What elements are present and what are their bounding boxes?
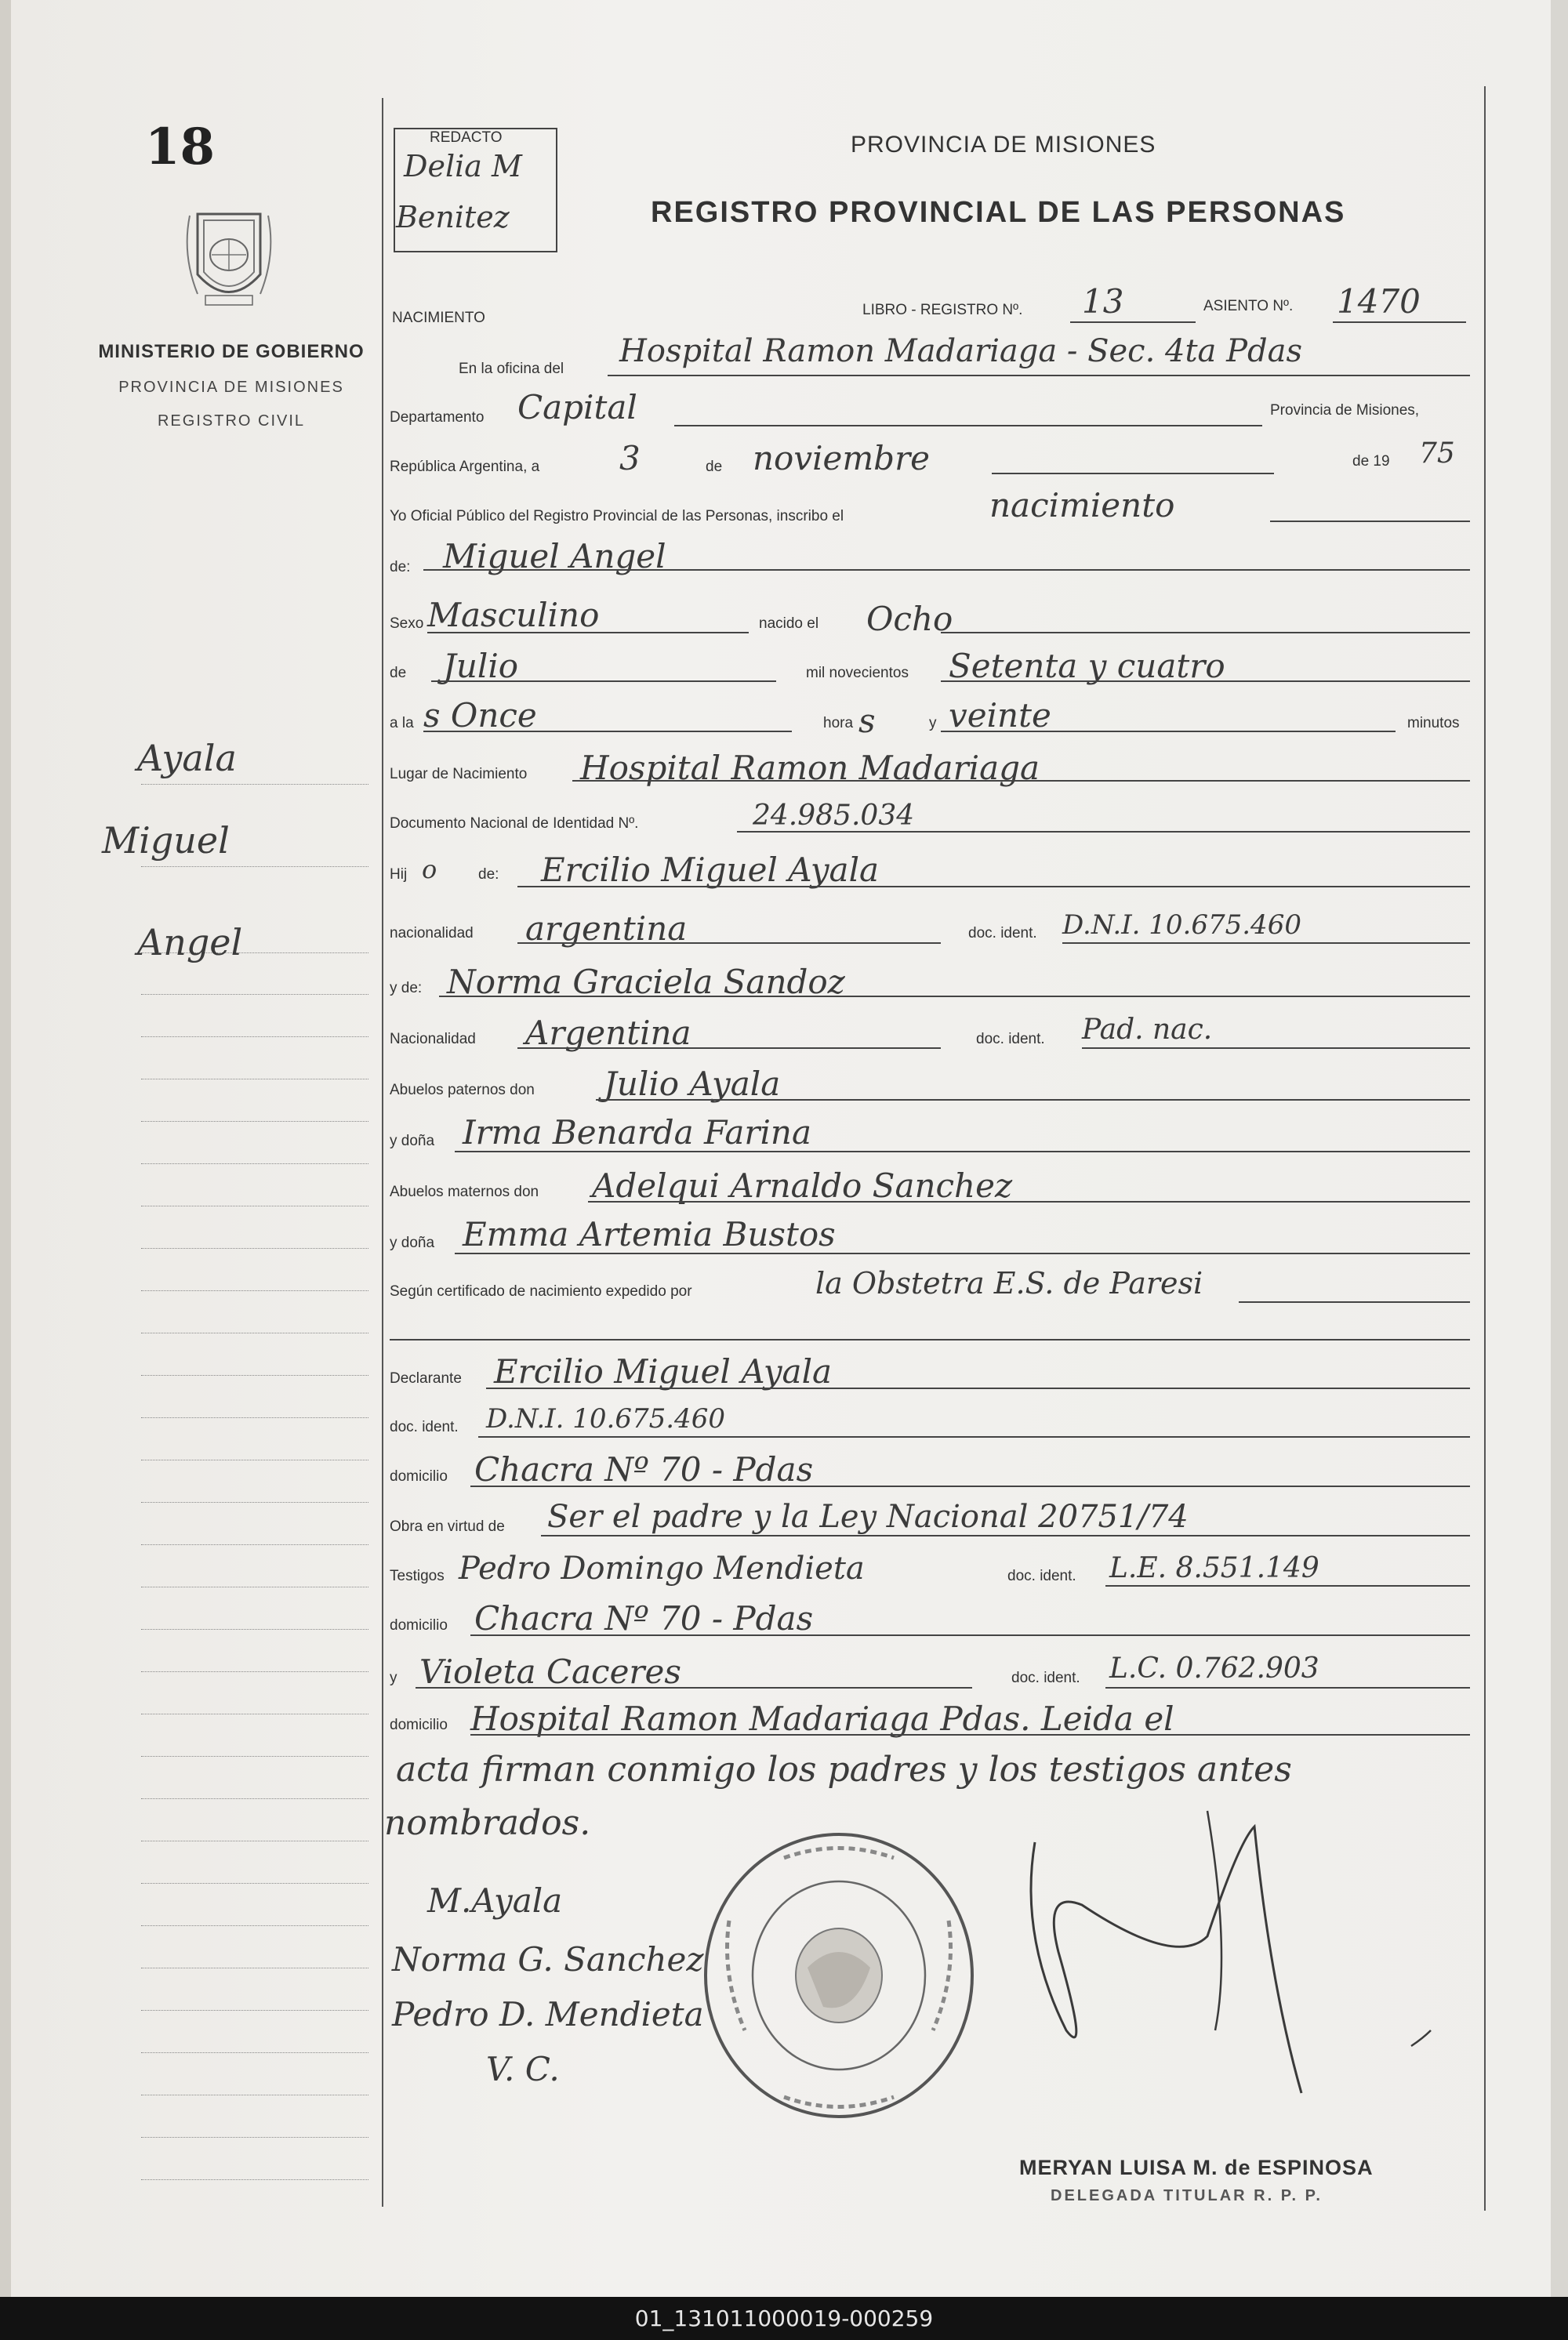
- margin-line: [141, 1671, 368, 1672]
- abuela-mat-underline: [455, 1253, 1470, 1254]
- coat-of-arms-icon: [182, 200, 276, 317]
- nacimiento-label: NACIMIENTO: [392, 310, 485, 326]
- abuela-pat-value: Irma Benarda Farina: [463, 1113, 811, 1152]
- official-name: MERYAN LUISA M. de ESPINOSA: [1019, 2156, 1374, 2179]
- margin-line: [141, 1798, 368, 1799]
- official-signature-icon: [972, 1795, 1458, 2109]
- anio-prefix: de 19: [1352, 453, 1390, 470]
- ministry-province: PROVINCIA DE MISIONES: [118, 379, 344, 396]
- redacto-name-line2: Benitez: [396, 200, 510, 234]
- mil-label: mil novecientos: [806, 665, 909, 681]
- declarante-label: Declarante: [390, 1370, 462, 1387]
- official-seal-icon: [698, 1827, 980, 2124]
- signature-father: M.Ayala: [427, 1881, 563, 1920]
- doc-madre-label: doc. ident.: [976, 1031, 1045, 1047]
- file-id-footer: 01_131011000019-000259: [0, 2297, 1568, 2340]
- mes-nac-label: de: [390, 665, 407, 681]
- doc-decl-label: doc. ident.: [390, 1419, 459, 1435]
- oficina-value: Hospital Ramon Madariaga - Sec. 4ta Pdas: [619, 333, 1302, 369]
- lugar-value: Hospital Ramon Madariaga: [580, 749, 1040, 787]
- departamento-label: Departamento: [390, 409, 485, 426]
- abuelo-pat-label: Abuelos paternos don: [390, 1082, 535, 1098]
- declarante-value: Ercilio Miguel Ayala: [494, 1352, 833, 1391]
- margin-line: [141, 1121, 368, 1122]
- cert-value: la Obstetra E.S. de Paresi: [815, 1266, 1203, 1301]
- departamento-underline: [674, 425, 1262, 426]
- nac-madre-label: Nacionalidad: [390, 1031, 476, 1047]
- doc-t1-value: L.E. 8.551.149: [1109, 1552, 1319, 1584]
- margin-line: [141, 1036, 368, 1037]
- registry-title: REGISTRO PROVINCIAL DE LAS PERSONAS: [651, 196, 1346, 229]
- domicilio-t2-value: Hospital Ramon Madariaga Pdas. Leida el: [470, 1700, 1174, 1738]
- asiento-underline: [1333, 321, 1466, 323]
- horas-suffix: s: [858, 702, 876, 740]
- doc-t2-value: L.C. 0.762.903: [1109, 1653, 1319, 1685]
- minutos-underline: [941, 731, 1396, 732]
- mes-value: noviembre: [753, 439, 930, 477]
- nac-padre-underline: [517, 942, 941, 944]
- dni-label: Documento Nacional de Identidad Nº.: [390, 815, 639, 832]
- margin-line: [141, 2137, 368, 2138]
- nac-madre-underline: [517, 1047, 941, 1049]
- lugar-label: Lugar de Nacimiento: [390, 766, 528, 782]
- margin-line: [141, 1290, 368, 1291]
- anio-nac-value: Setenta y cuatro: [949, 647, 1225, 685]
- doc-t1-underline: [1105, 1585, 1470, 1587]
- domicilio-t2-underline: [470, 1734, 1470, 1736]
- minutos-value: veinte: [949, 696, 1051, 735]
- margin-line: [141, 784, 368, 785]
- nombre-label: de:: [390, 559, 411, 575]
- padre-underline: [517, 886, 1470, 887]
- page-binding-edge: [0, 0, 11, 2297]
- obra-value: Ser el padre y la Ley Nacional 20751/74: [547, 1499, 1189, 1535]
- hora-underline: [423, 731, 792, 732]
- anio-nac-underline: [941, 680, 1470, 682]
- provincia-suffix: Provincia de Misiones,: [1270, 402, 1420, 419]
- province-title: PROVINCIA DE MISIONES: [851, 132, 1156, 158]
- doc-padre-underline: [1062, 942, 1470, 944]
- abuelo-mat-label: Abuelos maternos don: [390, 1184, 539, 1200]
- testigo2-label: y: [390, 1670, 397, 1686]
- margin-line: [141, 2052, 368, 2053]
- hijo-de-label: de:: [478, 866, 499, 883]
- signature-witness2: V. C.: [486, 2050, 560, 2088]
- margin-line: [141, 1629, 368, 1630]
- testigo1-value: Pedro Domingo Mendieta: [459, 1551, 865, 1587]
- republica-label: República Argentina, a: [390, 459, 540, 475]
- nac-madre-value: Argentina: [525, 1014, 691, 1052]
- mes-underline: [992, 473, 1274, 474]
- domicilio-t1-value: Chacra Nº 70 - Pdas: [474, 1599, 814, 1638]
- doc-decl-underline: [478, 1436, 1470, 1438]
- margin-line: [141, 2010, 368, 2011]
- domicilio-decl-label: domicilio: [390, 1468, 448, 1485]
- hora-prefix: a la: [390, 715, 414, 731]
- testigo2-underline: [416, 1687, 972, 1689]
- madre-label: y de:: [390, 980, 423, 996]
- margin-line: [141, 994, 368, 995]
- margin-note-second-name: Angel: [137, 921, 243, 963]
- margin-line: [141, 1544, 368, 1545]
- oficina-label: En la oficina del: [459, 361, 564, 377]
- libro-value: 13: [1082, 282, 1124, 321]
- domicilio-t1-label: domicilio: [390, 1617, 448, 1634]
- minutos-label: minutos: [1407, 715, 1460, 731]
- margin-note-first-name: Miguel: [102, 819, 230, 862]
- margin-line: [141, 1883, 368, 1884]
- abuela-mat-label: y doña: [390, 1235, 435, 1251]
- doc-madre-value: Pad. nac.: [1082, 1014, 1213, 1046]
- domicilio-decl-value: Chacra Nº 70 - Pdas: [474, 1450, 814, 1489]
- redacto-name-line1: Delia M: [404, 149, 522, 183]
- margin-note-surname: Ayala: [137, 737, 237, 779]
- doc-t2-label: doc. ident.: [1011, 1670, 1080, 1686]
- abuelo-mat-underline: [588, 1201, 1470, 1203]
- form-right-border: [1484, 86, 1486, 2211]
- mes-nac-value: Julio: [443, 647, 519, 685]
- abuela-mat-value: Emma Artemia Bustos: [463, 1215, 836, 1253]
- doc-decl-value: D.N.I. 10.675.460: [486, 1403, 725, 1435]
- dni-value: 24.985.034: [753, 800, 915, 832]
- doc-t2-underline: [1105, 1687, 1470, 1689]
- doc-padre-label: doc. ident.: [968, 925, 1037, 941]
- hijo-suffix: o: [422, 854, 437, 884]
- margin-line: [141, 1502, 368, 1503]
- horas-label: hora: [823, 715, 854, 731]
- obra-underline: [541, 1535, 1470, 1536]
- cert-label: Según certificado de nacimiento expedido por: [390, 1283, 692, 1300]
- hijo-label: Hij: [390, 866, 408, 883]
- dia-value: 3: [619, 439, 641, 477]
- oficial-underline: [1270, 521, 1470, 522]
- libro-label: LIBRO - REGISTRO Nº.: [862, 302, 1023, 318]
- sexo-underline: [427, 632, 749, 633]
- ministry-registry: REGISTRO CIVIL: [157, 412, 306, 430]
- abuelo-mat-value: Adelqui Arnaldo Sanchez: [592, 1166, 1013, 1205]
- page-right-edge: [1551, 0, 1568, 2297]
- nac-padre-value: argentina: [525, 909, 688, 948]
- closing-line-2: acta firman conmigo los padres y los testigos antes: [396, 1750, 1292, 1790]
- page-number: 18: [145, 118, 216, 176]
- nacido-value: Ocho: [866, 600, 953, 638]
- declarante-underline: [486, 1388, 1470, 1389]
- domicilio-decl-underline: [470, 1486, 1470, 1487]
- y-label: y: [929, 715, 937, 731]
- domicilio-t2-label: domicilio: [390, 1717, 448, 1733]
- sexo-value: Masculino: [427, 596, 600, 634]
- margin-line: [141, 1417, 368, 1418]
- signature-mother: Norma G. Sanchez: [392, 1940, 704, 1979]
- testigo2-value: Violeta Caceres: [419, 1653, 681, 1691]
- signature-witness1: Pedro D. Mendieta: [392, 1995, 704, 2033]
- madre-underline: [439, 996, 1470, 997]
- hora-value: s Once: [423, 696, 537, 735]
- sexo-label: Sexo: [390, 615, 424, 632]
- doc-madre-underline: [1082, 1047, 1470, 1049]
- cert-underline: [1239, 1301, 1470, 1303]
- oficina-underline: [608, 375, 1470, 376]
- obra-label: Obra en virtud de: [390, 1518, 505, 1535]
- de-label: de: [706, 459, 723, 475]
- lugar-underline: [572, 780, 1470, 782]
- abuela-pat-label: y doña: [390, 1133, 435, 1149]
- doc-t1-label: doc. ident.: [1007, 1568, 1076, 1584]
- nac-padre-label: nacionalidad: [390, 925, 474, 941]
- redacto-label: REDACTO: [430, 129, 503, 146]
- oficial-value: nacimiento: [989, 486, 1175, 524]
- margin-line: [141, 1925, 368, 1926]
- oficial-label: Yo Oficial Público del Registro Provincial de las Personas, inscribo el: [390, 508, 844, 524]
- padre-value: Ercilio Miguel Ayala: [541, 851, 880, 889]
- margin-line: [141, 866, 368, 867]
- abuela-pat-underline: [455, 1151, 1470, 1152]
- libro-underline: [1070, 321, 1196, 323]
- closing-line-3: nombrados.: [384, 1803, 591, 1843]
- dni-underline: [737, 831, 1470, 833]
- nacido-underline: [941, 632, 1470, 633]
- nombre-value: Miguel Angel: [443, 537, 666, 575]
- margin-line: [141, 1375, 368, 1376]
- mes-nac-underline: [431, 680, 776, 682]
- official-role: DELEGADA TITULAR R. P. P.: [1051, 2187, 1323, 2204]
- margin-line: [141, 1756, 368, 1757]
- abuelo-pat-value: Julio Ayala: [604, 1065, 781, 1103]
- margin-line: [141, 1163, 368, 1164]
- asiento-label: ASIENTO Nº.: [1203, 298, 1294, 314]
- margin-line: [141, 2179, 368, 2180]
- departamento-value: Capital: [517, 388, 637, 426]
- asiento-value: 1470: [1337, 282, 1421, 321]
- margin-line: [141, 1248, 368, 1249]
- doc-padre-value: D.N.I. 10.675.460: [1062, 909, 1301, 941]
- cert-underline-2: [390, 1339, 1470, 1341]
- madre-value: Norma Graciela Sandoz: [447, 963, 845, 1001]
- abuelo-pat-underline: [596, 1099, 1470, 1101]
- testigos-label: Testigos: [390, 1568, 445, 1584]
- anio-value: 75: [1419, 437, 1455, 470]
- domicilio-t1-underline: [470, 1634, 1470, 1636]
- nombre-underline: [423, 569, 1470, 571]
- nacido-label: nacido el: [759, 615, 819, 632]
- ministry-name: MINISTERIO DE GOBIERNO: [98, 341, 365, 362]
